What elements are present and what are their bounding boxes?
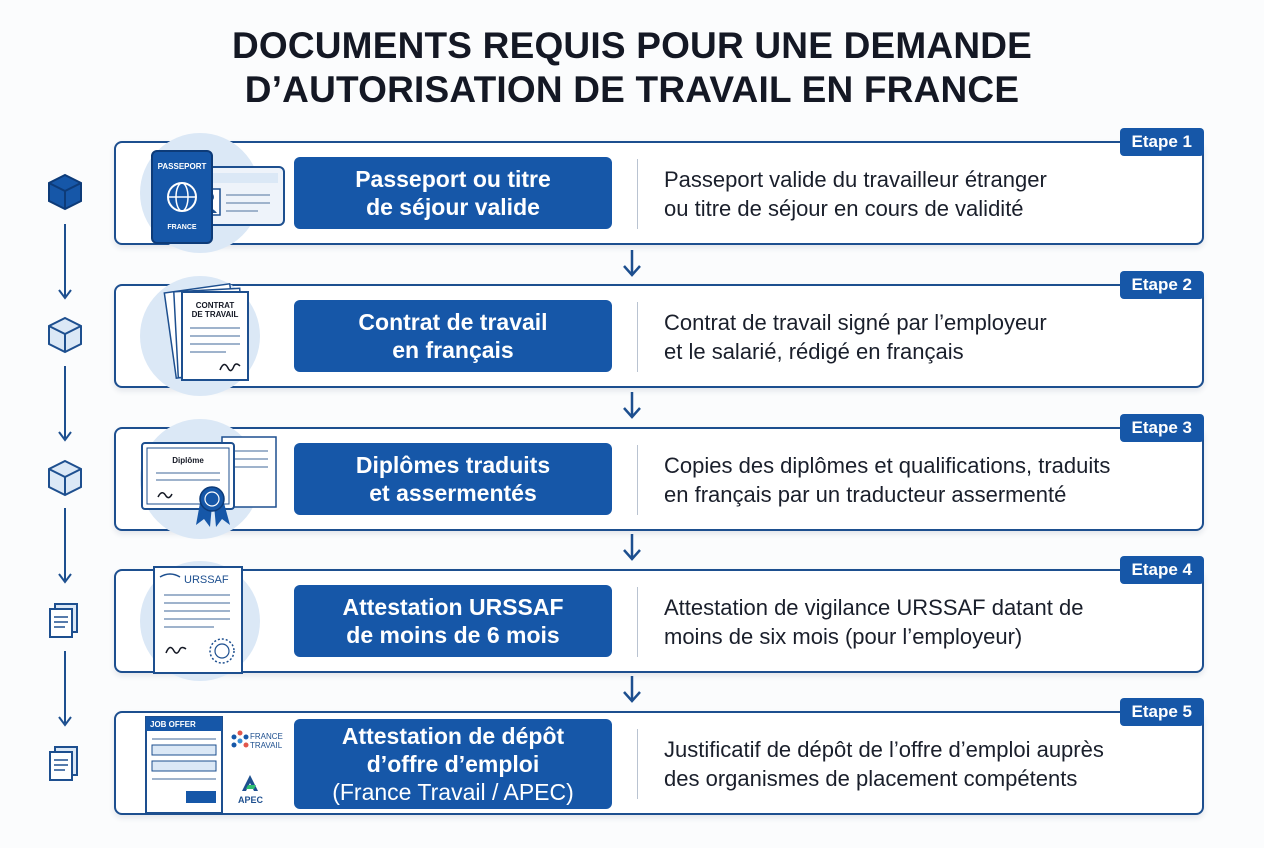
diploma-text: Diplôme: [172, 456, 204, 465]
divider: [637, 159, 638, 229]
step-label-line-1: Passeport ou titre: [355, 166, 551, 192]
step-label: [294, 585, 612, 657]
step-label-line-2: de séjour valide: [366, 194, 540, 220]
step-description: [664, 308, 1199, 366]
step-card-3: [114, 418, 1204, 531]
down-arrow-icon: [620, 250, 644, 278]
title-line-1: DOCUMENTS REQUIS POUR UNE DEMANDE: [231, 25, 1033, 66]
down-arrow-icon: [620, 534, 644, 562]
passport-illustration: [130, 133, 290, 253]
step-card-4: [114, 560, 1204, 673]
apec-text: APEC: [238, 795, 264, 805]
left-rail: [0, 0, 130, 848]
step-description: [664, 593, 1199, 651]
step-label-line-1: Attestation de dépôt: [341, 723, 565, 749]
cube-icon: [45, 458, 85, 498]
step-card-1: [114, 132, 1204, 245]
step-description: [664, 165, 1199, 223]
passport-country-text: FRANCE: [167, 224, 197, 231]
step-description: [664, 735, 1199, 793]
down-arrow-icon: [620, 392, 644, 420]
step-label-line-2: d’offre d’emploi: [366, 751, 540, 777]
cube-icon: [45, 172, 85, 212]
step-badge: Etape 3: [1120, 414, 1204, 442]
france-travail-text-2: TRAVAIL: [250, 741, 283, 750]
document-stack-icon: [45, 600, 85, 640]
step-description-line-1: Justificatif de dépôt de l’offre d’emploi auprès: [664, 737, 1104, 762]
step-card-5: [114, 702, 1204, 815]
step-label-line-1: Attestation URSSAF: [342, 594, 564, 620]
urssaf-illustration: [130, 561, 290, 681]
contract-title-1: CONTRAT: [195, 301, 235, 310]
passport-icon: [130, 133, 290, 253]
step-label-line-1: Diplômes traduits: [355, 452, 551, 478]
contract-illustration: [130, 276, 290, 396]
step-label: [294, 443, 612, 515]
diploma-icon: [130, 419, 290, 539]
step-badge: Etape 5: [1120, 698, 1204, 726]
contract-title-2: DE TRAVAIL: [191, 310, 239, 319]
step-card-2: [114, 275, 1204, 388]
rail-arrow-icon: [56, 366, 74, 444]
job-offer-icon: [130, 703, 290, 823]
diploma-illustration: [130, 419, 290, 539]
contract-icon: [130, 276, 290, 396]
step-label: [294, 157, 612, 229]
step-label-line-2: de moins de 6 mois: [346, 622, 560, 648]
step-description-line-2: ou titre de séjour en cours de validité: [664, 196, 1024, 221]
step-badge: Etape 2: [1120, 271, 1204, 299]
down-arrow-icon: [620, 676, 644, 704]
step-description-line-2: et le salarié, rédigé en français: [664, 339, 964, 364]
step-description-line-1: Attestation de vigilance URSSAF datant de: [664, 595, 1084, 620]
step-label-line-1: Contrat de travail: [358, 309, 548, 335]
rail-arrow-icon: [56, 651, 74, 729]
job-offer-text: JOB OFFER: [150, 720, 196, 729]
step-description-line-2: moins de six mois (pour l’employeur): [664, 624, 1023, 649]
france-travail-text-1: FRANCE: [250, 732, 283, 741]
step-label: [294, 300, 612, 372]
step-description-line-1: Copies des diplômes et qualifications, traduits: [664, 453, 1111, 478]
divider: [637, 729, 638, 799]
document-stack-icon: [45, 743, 85, 783]
rail-arrow-icon: [56, 224, 74, 302]
cube-icon: [45, 315, 85, 355]
divider: [637, 445, 638, 515]
step-description-line-2: des organismes de placement compétents: [664, 766, 1078, 791]
title-line-2: D’AUTORISATION DE TRAVAIL EN FRANCE: [244, 69, 1020, 110]
page-title: [0, 24, 1264, 112]
step-description-line-2: en français par un traducteur assermenté: [664, 482, 1067, 507]
passport-text: PASSEPORT: [157, 162, 207, 171]
step-label-line-3: (France Travail / APEC): [332, 779, 574, 805]
job-offer-illustration: [130, 703, 290, 823]
step-label-line-2: en français: [392, 337, 514, 363]
step-badge: Etape 4: [1120, 556, 1204, 584]
urssaf-document-icon: [130, 561, 290, 681]
divider: [637, 587, 638, 657]
step-label-line-2: et assermentés: [369, 480, 537, 506]
urssaf-logo-text: URSSAF: [184, 574, 229, 586]
divider: [637, 302, 638, 372]
step-badge: Etape 1: [1120, 128, 1204, 156]
step-description-line-1: Passeport valide du travailleur étranger: [664, 167, 1047, 192]
rail-arrow-icon: [56, 508, 74, 586]
step-label: [294, 719, 612, 809]
step-description-line-1: Contrat de travail signé par l’employeur: [664, 310, 1047, 335]
step-description: [664, 451, 1199, 509]
